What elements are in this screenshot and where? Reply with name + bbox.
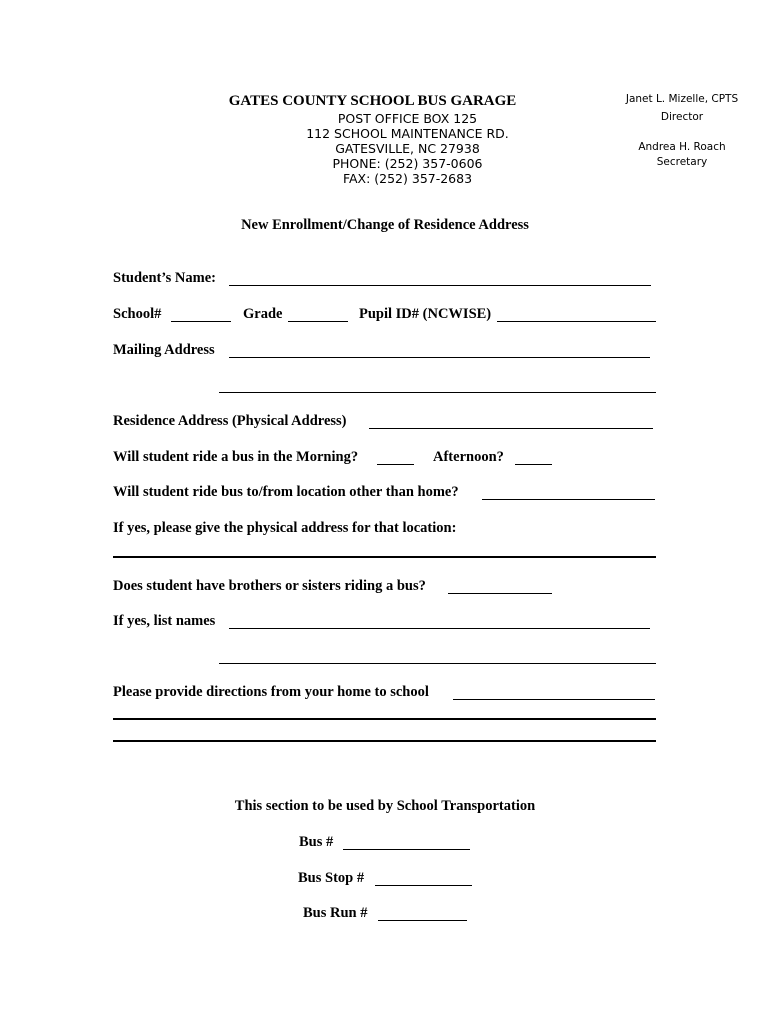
ride-morning-field[interactable] [377,464,414,465]
mailing-address-field[interactable] [229,357,650,358]
pupil-id-field[interactable] [497,321,656,322]
fax-line: FAX: (252) 357-2683 [342,171,473,186]
directions-field-line-2[interactable] [113,718,656,720]
grade-field[interactable] [288,321,348,322]
directions-field-line-3[interactable] [113,740,656,742]
other-location-field[interactable] [482,499,655,500]
directions-label: Please provide directions from your home to school [113,684,429,700]
mailing-address-field-line-2[interactable] [219,392,656,393]
secretary-name: Andrea H. Roach [638,141,726,153]
list-names-field-line-2[interactable] [219,663,656,664]
address-line-3: GATESVILLE, NC 27938 [335,141,480,156]
bus-stop-label: Bus Stop # [298,870,365,886]
mailing-address-label: Mailing Address [113,342,215,358]
student-name-field[interactable] [229,285,651,286]
address-line-1: POST OFFICE BOX 125 [337,111,478,126]
residence-address-field[interactable] [369,428,653,429]
org-name: GATES COUNTY SCHOOL BUS GARAGE [228,93,517,109]
afternoon-label: Afternoon? [433,449,504,465]
form-title: New Enrollment/Change of Residence Address [241,217,529,233]
other-location-address-label: If yes, please give the physical address for that location: [113,520,457,536]
siblings-field[interactable] [448,593,552,594]
director-name: Janet L. Mizelle, CPTS [625,93,739,105]
afternoon-field[interactable] [515,464,552,465]
ride-morning-label: Will student ride a bus in the Morning? [113,449,359,465]
grade-label: Grade [243,306,283,322]
list-names-field[interactable] [229,628,650,629]
list-names-label: If yes, list names [113,613,216,629]
school-label: School# [113,306,162,322]
pupil-id-label: Pupil ID# (NCWISE) [359,306,492,322]
bus-stop-field[interactable] [375,885,472,886]
bus-run-field[interactable] [378,920,467,921]
student-name-label: Student’s Name: [113,270,216,286]
other-location-address-field[interactable] [113,556,656,558]
bus-number-label: Bus # [299,834,334,850]
other-location-label: Will student ride bus to/from location other than home? [113,484,459,500]
secretary-title: Secretary [656,156,708,168]
bus-run-label: Bus Run # [303,905,368,921]
school-field[interactable] [171,321,231,322]
phone-line: PHONE: (252) 357-0606 [332,156,483,171]
residence-address-label: Residence Address (Physical Address) [113,413,347,429]
siblings-label: Does student have brothers or sisters riding a bus? [113,578,426,594]
transportation-section-title: This section to be used by School Transportation [234,798,536,814]
director-title: Director [660,111,704,123]
directions-field[interactable] [453,699,655,700]
bus-number-field[interactable] [343,849,470,850]
address-line-2: 112 SCHOOL MAINTENANCE RD. [306,126,509,141]
